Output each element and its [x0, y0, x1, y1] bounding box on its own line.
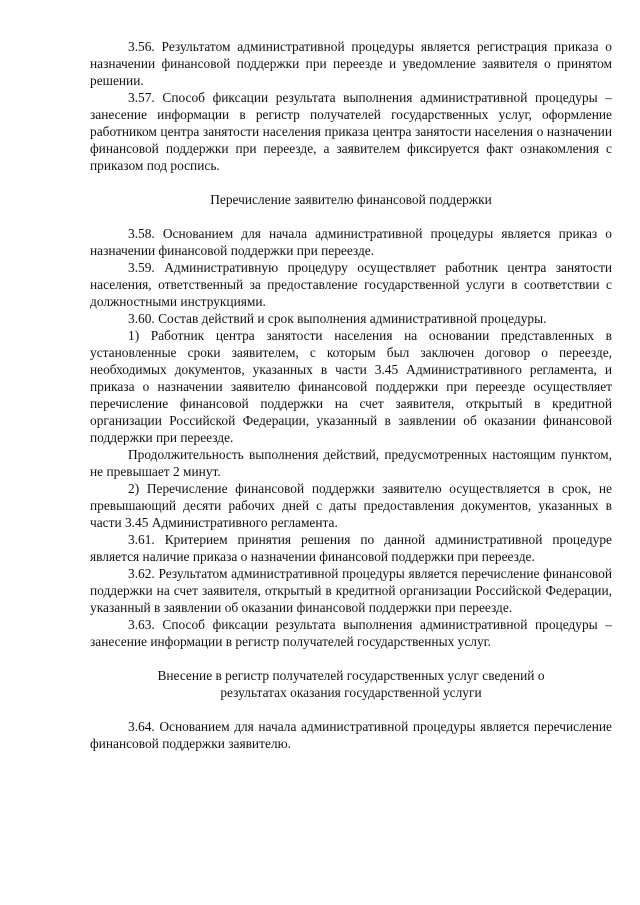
paragraph-3-57: 3.57. Способ фиксации результата выполнения административной процедуры – занесение информации в регистр получателей государственных услуг, оформление работником центра занятости населения приказа центра занятости населения о назначении финансовой поддержки при переезде, а заявителем фиксируется факт ознакомления с приказом под роспись.: [90, 90, 612, 173]
paragraph-3-60: 3.60. Состав действий и срок выполнения административной процедуры.: [128, 311, 547, 326]
paragraph-3-58: 3.58. Основанием для начала административной процедуры является приказ о назначении финансовой поддержки при переезде.: [90, 226, 612, 258]
paragraph-duration: Продолжительность выполнения действий, предусмотренных настоящим пунктом, не превышает 2 минут.: [90, 447, 612, 479]
paragraph-3-56: 3.56. Результатом административной процедуры является регистрация приказа о назначении финансовой поддержки при переезде и уведомление заявителя о принятом решении.: [90, 39, 612, 88]
section-heading-registry: Внесение в регистр получателей государственных услуг сведений о результатах оказания государственной услуги: [157, 668, 545, 700]
paragraph-3-60-item-2: 2) Перечисление финансовой поддержки заявителю осуществляется в срок, не превышающий десяти рабочих дней с даты предоставления документов, указанных в части 3.45 Административного регламента.: [90, 481, 612, 530]
paragraph-3-59: 3.59. Административную процедуру осуществляет работник центра занятости населения, ответственный за предоставление государственной услуги в соответствии с должностными инструкциями.: [90, 260, 612, 309]
paragraph-3-60-item-1: 1) Работник центра занятости населения на основании представленных в установленные сроки заявителем, с которым был заключен договор о переезде, необходимых документов, указанных в части 3.45 Административного регламента, и приказа о назначении заявителю финансовой поддержки при переезде осуществляет перечисление финансовой поддержки на счет заявителя, открытый в кредитной организации Российской Федерации, указанный в заявлении об оказании финансовой поддержки при переезде.: [90, 328, 612, 445]
document-page: [90, 38, 612, 752]
paragraph-3-62: 3.62. Результатом административной процедуры является перечисление финансовой поддержки на счет заявителя, открытый в кредитной организации Российской Федерации, указанный в заявлении об оказании финансовой поддержки при переезде.: [90, 566, 612, 615]
section-heading-transfer: Перечисление заявителю финансовой поддержки: [210, 192, 492, 207]
paragraph-3-61: 3.61. Критерием принятия решения по данной административной процедуре является наличие приказа о назначении финансовой поддержки при переезде.: [90, 532, 612, 564]
paragraph-3-64: 3.64. Основанием для начала административной процедуры является перечисление финансовой поддержки заявителю.: [90, 719, 612, 751]
paragraph-3-63: 3.63. Способ фиксации результата выполнения административной процедуры – занесение информации в регистр получателей государственных услуг.: [90, 617, 612, 649]
